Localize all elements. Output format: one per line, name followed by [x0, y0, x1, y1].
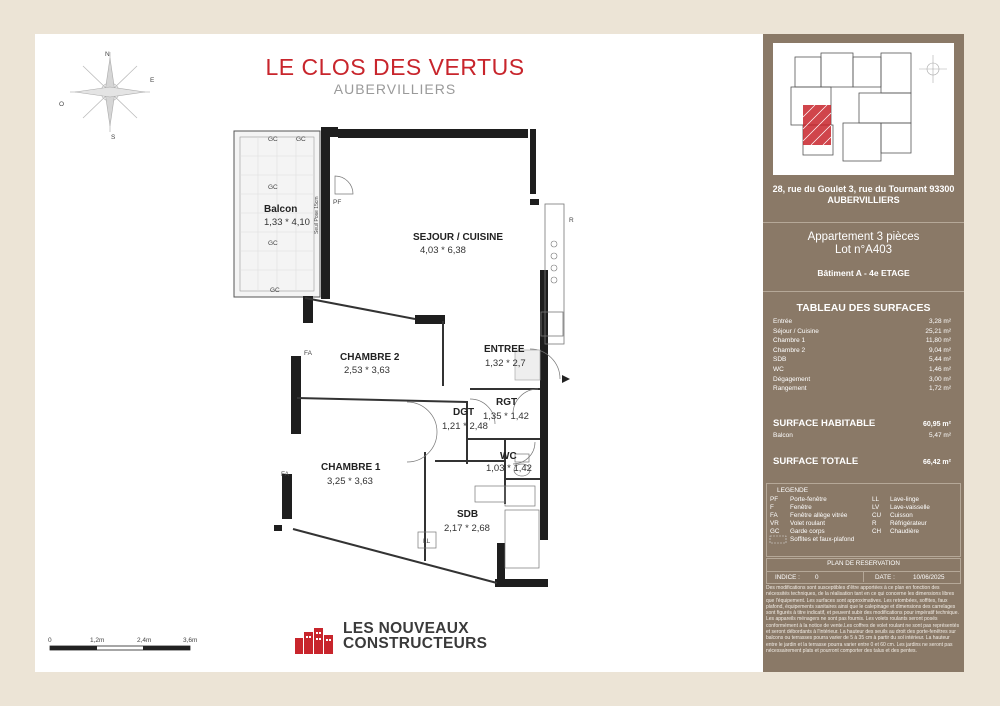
- room-chambre1-dim: 3,25 * 3,63: [327, 476, 373, 487]
- surfaces-list: [773, 317, 951, 394]
- date-value: 10/06/2025: [913, 574, 945, 581]
- legend-desc: Réfrigérateur: [890, 519, 927, 527]
- surface-value: 25,21 m²: [925, 327, 951, 335]
- indice-label: INDICE :: [775, 574, 800, 581]
- surface-value: 9,04 m²: [928, 346, 951, 354]
- gc-label-3: GC: [268, 184, 278, 191]
- legend-row: [770, 528, 958, 536]
- surface-label: Rangement: [773, 385, 807, 393]
- key-plan: [773, 43, 954, 175]
- surface-value: 3,28 m²: [928, 318, 951, 325]
- surface-row: [773, 336, 951, 346]
- company-name-line1: LES NOUVEAUX: [343, 620, 469, 637]
- fa-label-2: FA: [281, 471, 289, 478]
- legend-desc: Cuisson: [890, 511, 913, 519]
- reservation-row: [767, 571, 960, 583]
- room-chambre1-name: CHAMBRE 1: [321, 462, 381, 473]
- divider: [763, 222, 964, 223]
- gc-label-4: GC: [268, 240, 278, 247]
- legend-desc: Fenêtre allège vitrée: [790, 511, 848, 519]
- surface-row: [773, 317, 951, 327]
- surface-row: [773, 327, 951, 337]
- legend-code: CU: [872, 511, 882, 519]
- legend-code: VR: [770, 519, 779, 527]
- scale-tick-0: 0: [48, 637, 52, 644]
- project-title: LE CLOS DES VERTUS: [265, 54, 525, 80]
- reservation-title: PLAN DE RESERVATION: [827, 560, 900, 567]
- surface-row: [773, 365, 951, 375]
- room-entree-dim: 1,32 * 2,7: [485, 358, 526, 369]
- room-balcon-dim: 1,33 * 4,10: [264, 217, 310, 228]
- interior-walls: [293, 298, 540, 583]
- surface-row: [773, 375, 951, 385]
- legend-code: PF: [770, 496, 779, 503]
- legend-row: [770, 504, 958, 512]
- reservation-box: [766, 558, 961, 584]
- surface-totale-value: 66,42 m²: [922, 459, 951, 466]
- room-wc-name: WC: [500, 451, 517, 462]
- legend-code: LV: [872, 503, 880, 511]
- room-sdb-dim: 2,17 * 2,68: [444, 523, 490, 534]
- room-dgt-dim: 1,21 * 2,48: [442, 421, 488, 432]
- balcon-surface-value: 5,47 m²: [928, 432, 951, 439]
- company-name-line2: CONSTRUCTEURS: [343, 635, 488, 652]
- address: 28, rue du Goulet 3, rue du Tournant 93300 AUBERVILLIERS: [772, 184, 955, 205]
- legend-desc: Volet roulant: [790, 519, 826, 527]
- scale-tick-3: 3,6m: [183, 637, 198, 644]
- room-rgt-name: RGT: [496, 397, 518, 408]
- surface-habitable-row: [773, 418, 951, 429]
- divider: [863, 571, 864, 582]
- surfaces-title: TABLEAU DES SURFACES: [796, 302, 931, 314]
- room-chambre2-name: CHAMBRE 2: [340, 352, 400, 363]
- surface-totale-label: SURFACE TOTALE: [773, 456, 859, 467]
- scale-tick-2: 2,4m: [137, 637, 152, 644]
- legend-code: F: [770, 503, 774, 511]
- indice-value: 0: [815, 574, 819, 581]
- legend-row: [770, 496, 958, 504]
- date-label: DATE :: [875, 574, 895, 581]
- apartment-info: [771, 231, 956, 257]
- room-sejour-name: SEJOUR / CUISINE: [413, 232, 504, 243]
- entry-arrow-icon: [562, 375, 570, 383]
- divider: [763, 291, 964, 292]
- compass-e: E: [150, 77, 155, 84]
- info-panel: [763, 34, 964, 672]
- legend-code: FA: [770, 511, 778, 519]
- compass-o: O: [59, 101, 65, 108]
- legend-row: [770, 536, 958, 546]
- room-balcon-name: Balcon: [264, 204, 298, 215]
- pf-label: PF: [333, 199, 342, 206]
- disclaimer-notes: Des modifications sont susceptibles d'être apportées à ce plan en fonction des nécessités techniques, de la réalisation tant en ce qui concerne les dimensions libres que l'équipement. Les surfaces sont approximatives. Les retombées, soffites, faux plafond, équipements sanitaires ainsi que le calepinage et dimensions des carrelages sont figurés à titre indicatif, et peuvent subir des modifications pour impératif technique. Les appareils ménagers ne sont pas fournis. Les volets roulants seront posés conformément à la notice de vente.Les coffres de volet roulant ne sont pas représentés et seront débordants à l'intérieur. La hauteur des seuils au droit des porte-fenêtres sur balcons ou terrasses pourra varier de 5 à 35 cm à partir du sol intérieur. La hauteur entre le jardin et la terrasse pourra varier entre 0 et 60 cm. Les jardins ne seront pas nécessairement plats et pourront comporter des talus et des pentes.: [766, 585, 960, 654]
- apartment-type: Appartement 3 pièces: [807, 231, 920, 243]
- plan-sheet: [35, 34, 964, 672]
- balcon-surface-label: Balcon: [773, 432, 793, 439]
- les-nouveaux-constructeurs-logo-icon: [293, 626, 337, 656]
- lot-number: Lot n°A403: [834, 244, 893, 256]
- surface-label: SDB: [773, 356, 787, 364]
- surface-label: Chambre 1: [773, 337, 806, 345]
- legend: [766, 483, 961, 557]
- seuil-label: Seuil Pose 15cm: [314, 196, 320, 234]
- surface-row: [773, 384, 951, 394]
- surface-habitable-value: 60,95 m²: [922, 421, 951, 428]
- surface-row: [773, 355, 951, 365]
- legend-code: GC: [770, 527, 780, 535]
- scale-tick-1: 1,2m: [90, 637, 105, 644]
- company-name: [343, 621, 487, 651]
- surface-value: 5,44 m²: [928, 356, 951, 364]
- balcon-surface-row: [773, 432, 951, 439]
- surface-row: [773, 346, 951, 356]
- gc-label-2: GC: [296, 136, 306, 143]
- surface-totale-row: [773, 456, 951, 467]
- hatch-swatch-icon: [770, 536, 790, 546]
- legend-desc: Chaudière: [890, 527, 920, 535]
- scale-bar: [48, 637, 197, 650]
- legend-row: [770, 520, 958, 528]
- surface-value: 11,80 m²: [925, 337, 951, 345]
- surface-value: 1,46 m²: [928, 365, 951, 373]
- room-dgt-name: DGT: [453, 407, 475, 418]
- room-sdb-name: SDB: [457, 509, 479, 520]
- room-sejour-dim: 4,03 * 6,38: [420, 245, 466, 256]
- key-plan-drawing: [773, 43, 954, 175]
- compass-s: S: [111, 134, 116, 141]
- surface-label: Entrée: [773, 318, 793, 325]
- project-city: AUBERVILLIERS: [333, 81, 457, 97]
- legend-desc: Porte-fenêtre: [790, 496, 827, 503]
- legend-row: [770, 512, 958, 520]
- legend-code: R: [872, 519, 877, 527]
- room-wc-dim: 1,03 * 1,42: [486, 463, 532, 474]
- legend-grid: [770, 496, 958, 545]
- surface-value: 1,72 m²: [928, 385, 951, 393]
- surface-habitable-label: SURFACE HABITABLE: [773, 418, 876, 429]
- building-floor: Bâtiment A - 4e ETAGE: [817, 268, 910, 278]
- gc-label-1: GC: [268, 136, 278, 143]
- fa-label-1: FA: [304, 350, 312, 357]
- legend-code: LL: [872, 496, 880, 503]
- room-chambre2-dim: 2,53 * 3,63: [344, 365, 390, 376]
- ll-label: LL: [423, 538, 431, 545]
- surface-label: Chambre 2: [773, 346, 806, 354]
- gc-label-5: GC: [270, 287, 280, 294]
- surface-label: Dégagement: [773, 375, 811, 383]
- compass-n: N: [105, 51, 110, 58]
- r-label: R: [569, 217, 574, 224]
- surface-label: WC: [773, 365, 784, 373]
- legend-desc: Fenêtre: [790, 503, 812, 511]
- surface-value: 3,00 m²: [928, 375, 951, 383]
- legend-hatch-desc: Soffites et faux-plafond: [790, 535, 855, 543]
- legend-desc: Garde corps: [790, 527, 825, 535]
- legend-code: CH: [872, 527, 882, 535]
- legend-desc: Lave-linge: [890, 496, 920, 503]
- legend-title: LEGENDE: [777, 487, 809, 494]
- room-rgt-dim: 1,35 * 1,42: [483, 411, 529, 422]
- room-entree-name: ENTREE: [484, 344, 525, 355]
- legend-desc: Lave-vaisselle: [890, 503, 930, 511]
- surface-label: Séjour / Cuisine: [773, 327, 819, 335]
